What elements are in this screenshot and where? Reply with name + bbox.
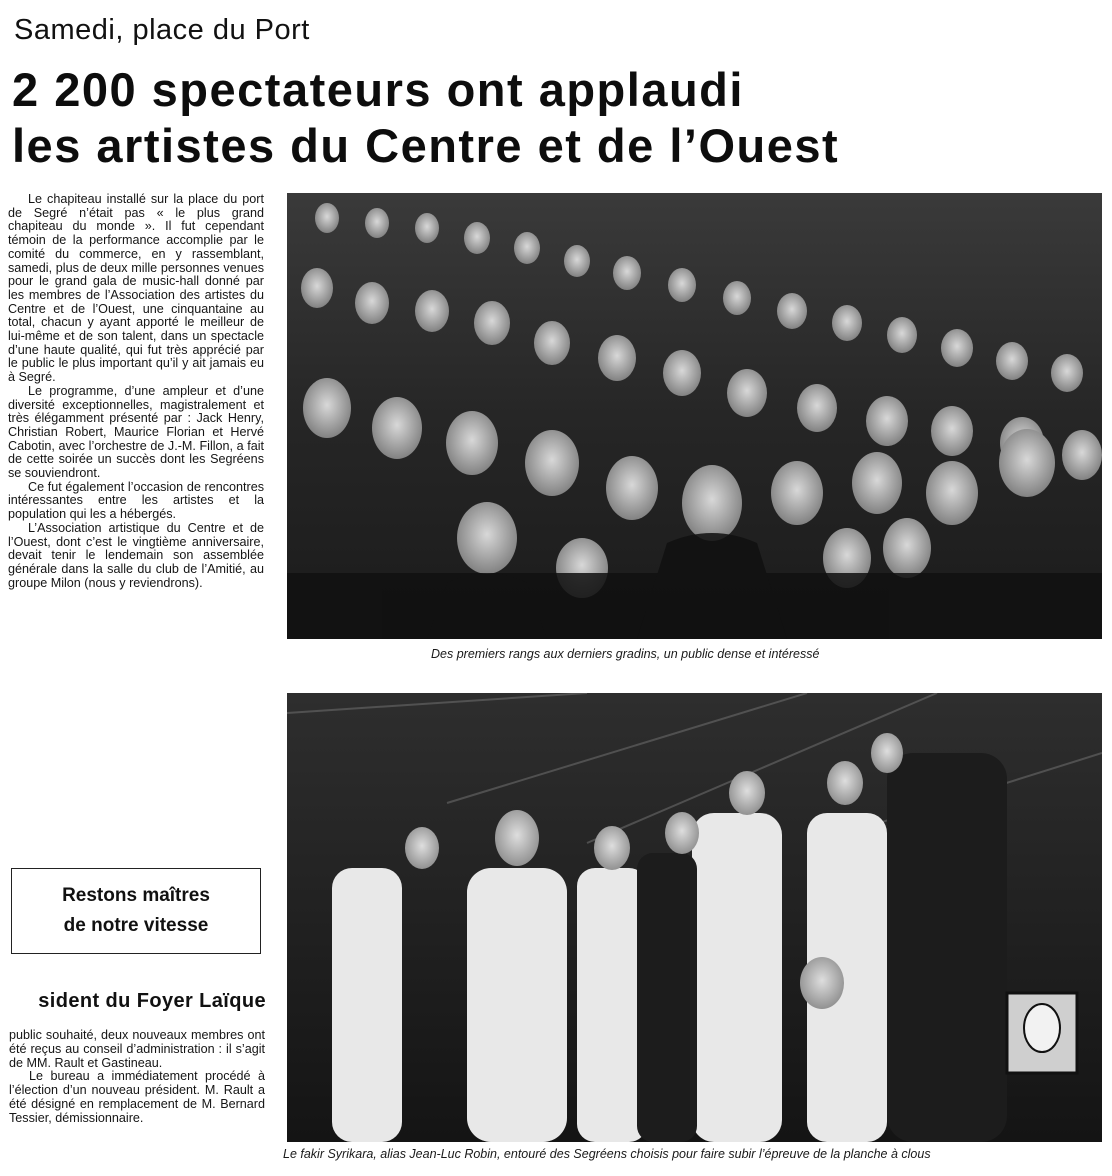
audience-photo-image [287,193,1102,639]
boxed-notice [11,868,261,954]
article-paragraph: L’Association artistique du Centre et de l’Ouest, dont c’est le vingtième anniversaire, devait tenir le lendemain son assemblée générale dans la salle du club de l’Amitié, au groupe Milon (nous y reviendrons). [8,520,264,590]
fakir-photo-image [287,693,1102,1142]
article-paragraph: Le chapiteau installé sur la place du port de Segré n’était pas « le plus grand chapiteau du monde ». Il fut cependant témoin de la performance accomplie par le comité du commerce, en y rassemblant, samedi, plus de deux mille personnes venues pour le grand gala de music-hall donné par les membres de l’Association des artistes du Centre et de l’Ouest, une cinquantaine au total, chacun y ayant apporté le meilleur de lui-même et de son talent, dans un spectacle d’une haute qualité, qui fut très apprécié par le public le plus important qu’il y ait jamais eu à Segré. [8,192,264,385]
audience-photo [287,193,1102,639]
article-headline [12,62,1102,174]
article-kicker: Samedi, place du Port [14,14,310,46]
headline-line-1: 2 200 spectateurs ont applaudi [12,63,744,116]
second-article-paragraph: Le bureau a immédiatement procédé à l’élection d’un nouveau président. M. Rault a été désigné en remplacement de M. Bernard Tessier, démissionnaire. [9,1069,265,1125]
fakir-photo-caption: Le fakir Syrikara, alias Jean-Luc Robin, entouré des Segréens choisis pour faire subir l’épreuve de la planche à clous [283,1147,931,1161]
second-article-paragraph: public souhaité, deux nouveaux membres ont été reçus au conseil d’administration : il s’agit de MM. Rault et Gastineau. [9,1029,265,1070]
boxed-notice-line-2: de notre vitesse [63,915,209,936]
article-body-column [8,193,264,590]
fakir-photo [287,693,1102,1142]
second-article-headline [0,990,272,1020]
second-article-headline-text: sident du Foyer Laïque [38,990,266,1012]
second-article-body [9,1029,265,1176]
headline-line-2: les artistes du Centre et de l’Ouest [12,119,840,172]
article-paragraph: Ce fut également l’occasion de rencontres intéressantes entre les artistes et la population qui les a hébergés. [8,479,264,522]
boxed-notice-line-1: Restons maîtres [62,885,210,906]
article-paragraph: Le programme, d’une ampleur et d’une diversité exceptionnelles, magistralement et très élégamment présenté par : Jack Henry, Christian Robert, Maurice Florian et Hervé Cabotin, avec l’orchestre de J.-M. Fillon, a fait de cette soirée un succès dont les Segréens se souviendront. [8,383,264,481]
audience-photo-caption: Des premiers rangs aux derniers gradins, un public dense et intéressé [431,647,820,661]
